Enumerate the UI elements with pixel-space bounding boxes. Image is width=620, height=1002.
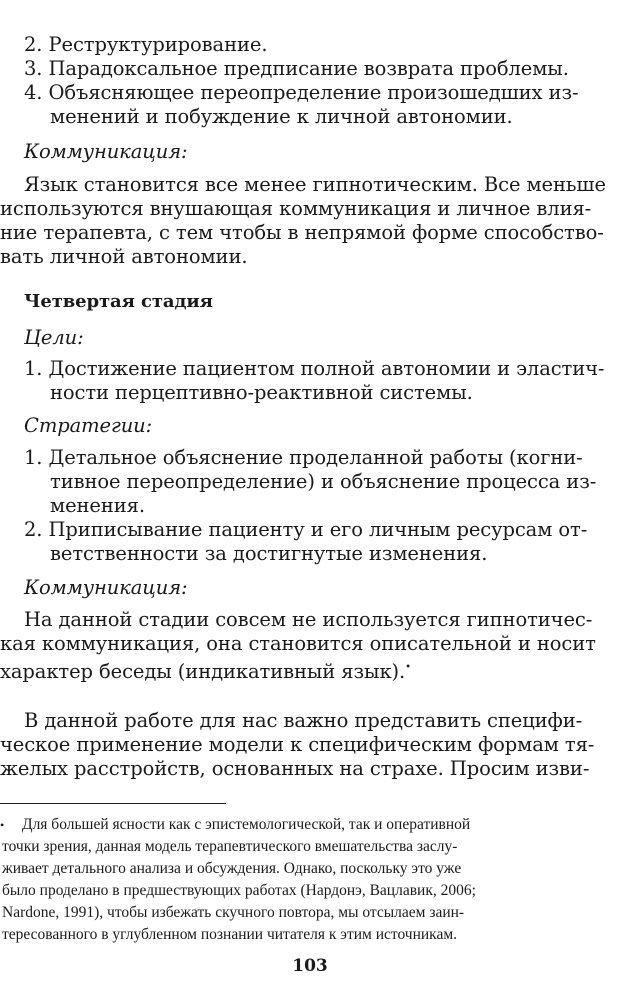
section-heading: Четвертая стадия bbox=[24, 291, 213, 312]
strategy-item-2b: 2. Приписывание пациенту и его личным ресурсам от- bbox=[24, 518, 588, 541]
paragraph-line: кая коммуникация, она становится описательной и носит bbox=[0, 632, 596, 655]
paragraph-line: ческое применение модели к специфическим формам тя- bbox=[0, 733, 595, 756]
paragraph-line: ние терапевта, с тем чтобы в непрямой форме способство- bbox=[0, 221, 604, 244]
footnote-divider bbox=[0, 803, 226, 804]
paragraph-line: В данной работе для нас важно представить специфи- bbox=[24, 709, 583, 732]
strategy-item-1-cont: менения. bbox=[50, 494, 145, 517]
strategy-item-1-cont: тивное переопределение) и объяснение процесса из- bbox=[50, 470, 597, 493]
strategies-heading: Стратегии: bbox=[24, 414, 153, 437]
footnote-line: тересованного в углубленном познании читателя к этим источникам. bbox=[2, 926, 458, 943]
communication-heading: Коммуникация: bbox=[24, 140, 188, 163]
goals-heading: Цели: bbox=[24, 326, 84, 349]
goal-item-1: 1. Достижение пациентом полной автономии и эластич- bbox=[24, 357, 605, 380]
paragraph-line: Язык становится все менее гипнотическим. Все меньше bbox=[24, 173, 606, 196]
strategy-item-2: 2. Реструктурирование. bbox=[24, 33, 268, 56]
strategy-item-4: 4. Объясняющее переопределение произошедших из- bbox=[24, 81, 579, 104]
paragraph-line: используются внушающая коммуникация и личное влия- bbox=[0, 197, 592, 220]
paragraph-line: вать личной автономии. bbox=[0, 245, 248, 268]
strategy-item-4-cont: менений и побуждение к личной автономии. bbox=[50, 105, 513, 128]
footnote-line: Nardone, 1991), чтобы избежать скучного повтора, мы отсылаем заин- bbox=[2, 904, 465, 921]
communication-heading-2: Коммуникация: bbox=[24, 576, 188, 599]
strategy-item-2b-cont: ветственности за достигнутые изменения. bbox=[50, 542, 488, 565]
footnote-line: живает детального анализа и обсуждения. Однако, поскольку это уже bbox=[2, 860, 462, 877]
footnote-line: точки зрения, данная модель терапевтического вмешательства заслу- bbox=[2, 838, 458, 855]
goal-item-1-cont: ности перцептивно-реактивной системы. bbox=[50, 381, 473, 404]
footnote-line: Для большей ясности как с эпистемологической, так и оперативной bbox=[22, 816, 471, 833]
footnote-marker: • bbox=[405, 662, 411, 673]
paragraph-line: желых расстройств, основанных на страхе. Просим изви- bbox=[0, 757, 590, 780]
strategy-item-3: 3. Парадоксальное предписание возврата проблемы. bbox=[24, 57, 569, 80]
page-number: 103 bbox=[292, 956, 328, 976]
paragraph-line: На данной стадии совсем не используется гипнотичес- bbox=[24, 608, 593, 631]
footnote-line: было проделано в предшествующих работах (Нардонэ, Вацлавик, 2006; bbox=[2, 882, 476, 899]
footnote-marker: • bbox=[0, 818, 5, 832]
paragraph-line: характер беседы (индикативный язык).• bbox=[0, 660, 411, 683]
strategy-item-1: 1. Детальное объяснение проделанной работы (когни- bbox=[24, 446, 583, 469]
